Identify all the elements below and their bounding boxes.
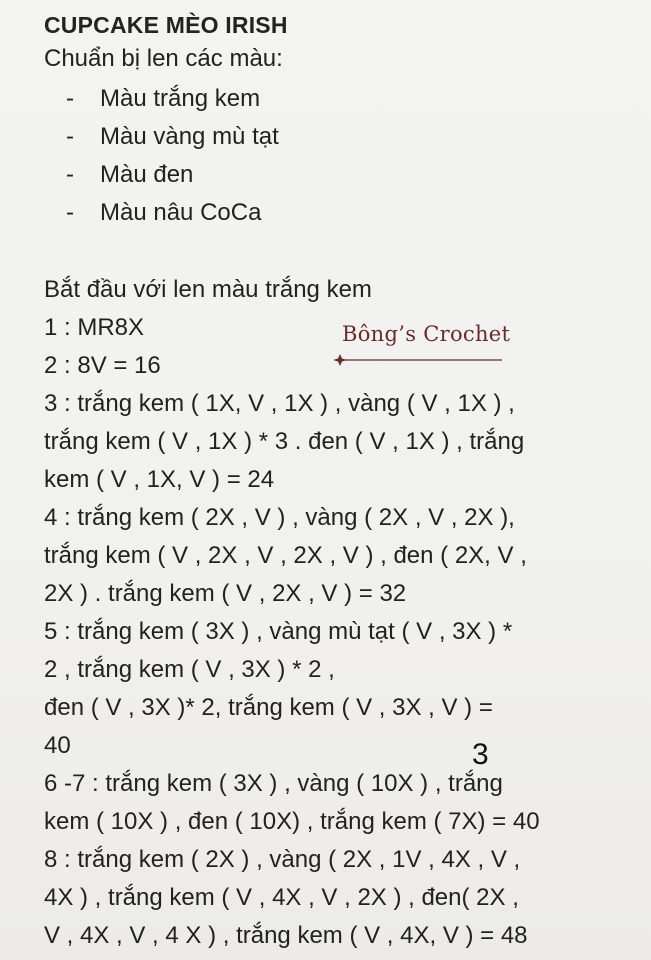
- watermark-text: Bông’s Crochet: [342, 322, 511, 346]
- pattern-row: 2 , trắng kem ( V , 3X ) * 2 ,: [44, 656, 335, 683]
- pattern-row: đen ( V , 3X )* 2, trắng kem ( V , 3X , V ) =: [44, 694, 493, 721]
- pattern-row: trắng kem ( V , 1X ) * 3 . đen ( V , 1X ) , trắng: [44, 428, 525, 455]
- color-item-brown: [66, 198, 261, 228]
- pattern-row: 8 : trắng kem ( 2X ) , vàng ( 2X , 1V , 4X , V ,: [44, 846, 521, 873]
- start-instruction: Bắt đầu với len màu trắng kem: [44, 276, 372, 303]
- pattern-row: kem ( 10X ) , đen ( 10X) , trắng kem ( 7X) = 40: [44, 808, 540, 835]
- color-item-label: Màu trắng kem: [100, 85, 261, 112]
- pattern-row: 4 : trắng kem ( 2X , V ) , vàng ( 2X , V , 2X ),: [44, 504, 515, 531]
- bullet-dash: -: [66, 85, 74, 112]
- color-item-mustard: [66, 122, 279, 152]
- pattern-row: kem ( V , 1X, V ) = 24: [44, 466, 275, 493]
- bullet-dash: -: [66, 161, 74, 188]
- pattern-row: V , 4X , V , 4 X ) , trắng kem ( V , 4X, V ) = 48: [44, 922, 528, 949]
- pattern-row: 4X ) , trắng kem ( V , 4X , V , 2X ) , đen( 2X ,: [44, 884, 519, 911]
- pattern-row: 2 : 8V = 16: [44, 352, 161, 379]
- page-number: 3: [472, 738, 489, 771]
- pattern-row: trắng kem ( V , 2X , V , 2X , V ) , đen ( 2X, V ,: [44, 542, 527, 569]
- pattern-row: 5 : trắng kem ( 3X ) , vàng mù tạt ( V , 3X ) *: [44, 618, 513, 645]
- pattern-row: 1 : MR8X: [44, 314, 145, 341]
- materials-intro: Chuẩn bị len các màu:: [44, 45, 283, 72]
- color-item-cream: [66, 84, 260, 114]
- bullet-dash: -: [66, 123, 74, 150]
- watermark-logo: [330, 320, 510, 376]
- color-item-label: Màu đen: [100, 161, 194, 188]
- pattern-row: 2X ) . trắng kem ( V , 2X , V ) = 32: [44, 580, 407, 607]
- bullet-dash: -: [66, 199, 74, 226]
- pattern-row: 6 -7 : trắng kem ( 3X ) , vàng ( 10X ) , trắng: [44, 770, 503, 797]
- pattern-row: 40: [44, 732, 71, 759]
- sparkle-underline-icon: [330, 354, 505, 366]
- color-item-label: Màu nâu CoCa: [100, 199, 262, 226]
- color-item-black: [66, 160, 193, 190]
- pattern-row: 3 : trắng kem ( 1X, V , 1X ) , vàng ( V , 1X ) ,: [44, 390, 515, 417]
- color-item-label: Màu vàng mù tạt: [100, 123, 279, 150]
- pattern-title: CUPCAKE MÈO IRISH: [44, 12, 288, 38]
